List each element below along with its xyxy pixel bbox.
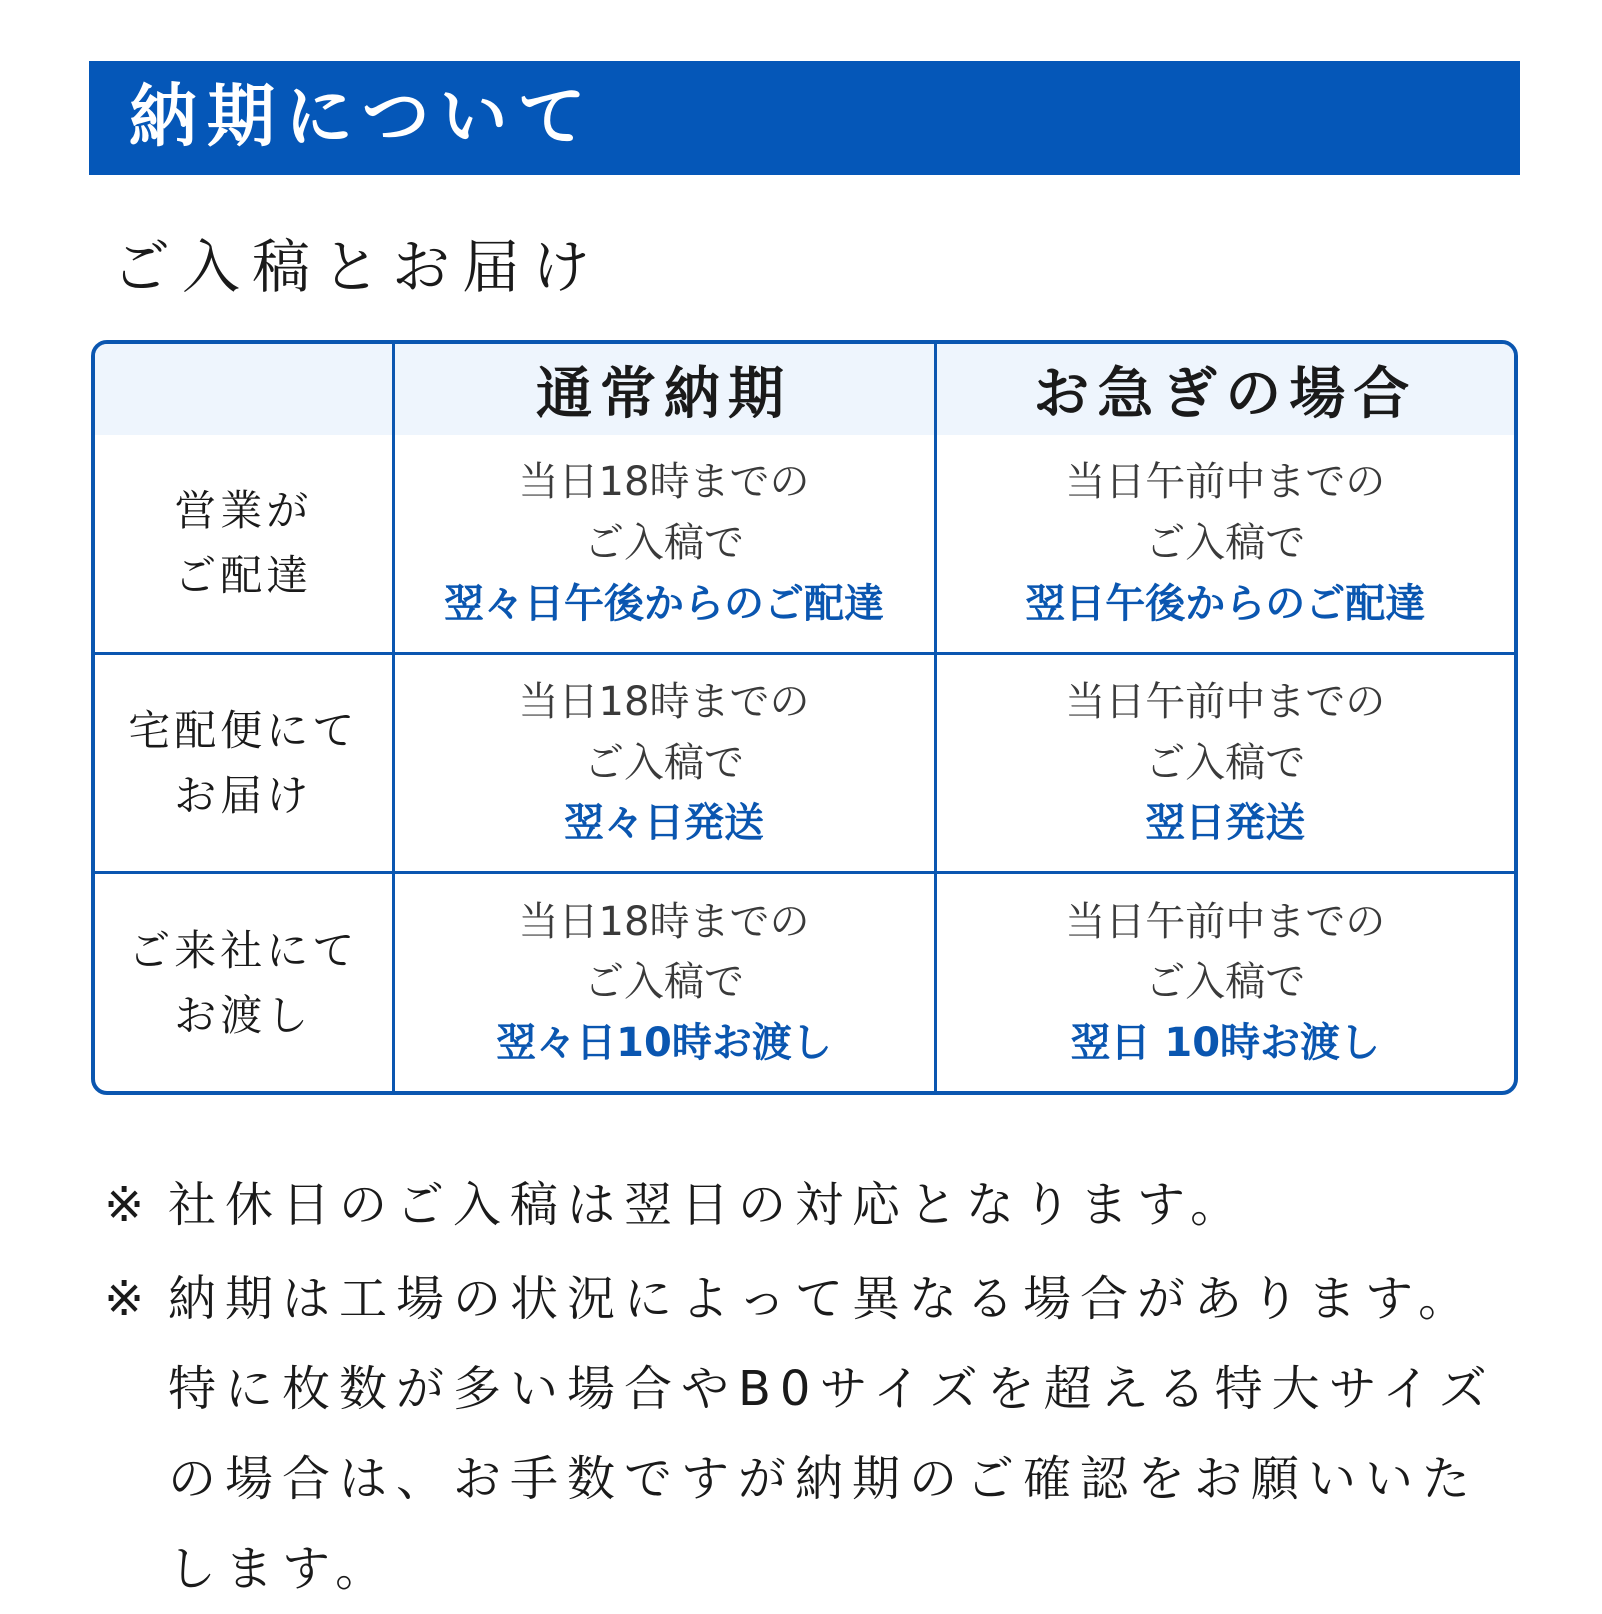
title-banner	[89, 61, 1520, 175]
cell-line: 当日午前中までの	[1065, 459, 1386, 506]
row-label-line: ご配達	[174, 551, 313, 601]
cell-rush	[935, 653, 1514, 873]
cell-line: 当日午前中までの	[1065, 898, 1386, 945]
notes-section	[104, 1160, 1524, 1614]
cell-line: ご入稿で	[1145, 739, 1306, 786]
note-text: 社休日のご入稿は翌日の対応となります。	[168, 1177, 1248, 1233]
cell-normal	[393, 873, 935, 1091]
row-label-line: 営業が	[174, 486, 313, 536]
cell-accent: 翌日午後からのご配達	[1025, 580, 1426, 627]
section-heading: ご入稿とお届け	[112, 233, 603, 301]
cell-accent: 翌々日発送	[564, 800, 764, 847]
row-label-line: お渡し	[174, 990, 313, 1040]
header-rush-delivery: お急ぎの場合	[935, 344, 1514, 435]
cell-normal	[393, 435, 935, 653]
cell-line: 当日18時までの	[518, 678, 810, 725]
note-mark: ※	[104, 1177, 154, 1233]
cell-line: ご入稿で	[1145, 519, 1306, 566]
cell-line: ご入稿で	[1145, 959, 1306, 1006]
cell-line: 当日午前中までの	[1065, 678, 1386, 725]
cell-line: ご入稿で	[584, 519, 744, 566]
note-item	[104, 1254, 1524, 1614]
note-item	[104, 1160, 1524, 1250]
cell-accent: 翌々日午後からのご配達	[444, 580, 884, 627]
table-header-row	[95, 344, 1514, 435]
delivery-table	[91, 340, 1518, 1095]
cell-rush	[935, 435, 1514, 653]
cell-line: ご入稿で	[584, 959, 744, 1006]
row-label-line: お届け	[174, 770, 313, 820]
cell-normal	[393, 653, 935, 873]
cell-accent: 翌々日10時お渡し	[496, 1020, 832, 1067]
cell-accent: 翌日発送	[1145, 800, 1306, 847]
table-row	[95, 873, 1514, 1091]
header-corner-cell	[95, 344, 393, 435]
note-mark: ※	[104, 1271, 154, 1327]
cell-rush	[935, 873, 1514, 1091]
row-label-pickup	[95, 873, 393, 1091]
cell-accent: 翌日 10時お渡し	[1070, 1020, 1381, 1067]
row-label-line: ご来社にて	[128, 925, 359, 975]
cell-line: ご入稿で	[584, 739, 744, 786]
cell-line: 当日18時までの	[518, 898, 810, 945]
header-normal-delivery: 通常納期	[393, 344, 935, 435]
cell-line: 当日18時までの	[518, 459, 810, 506]
page-title: 納期について	[129, 78, 596, 157]
table-row	[95, 435, 1514, 653]
table-row	[95, 653, 1514, 873]
row-label-line: 宅配便にて	[128, 705, 359, 755]
row-label-staff-delivery	[95, 435, 393, 653]
note-text: 納期は工場の状況によって異なる場合があります。特に枚数が多い場合やB0サイズを超える特大サイズの場合は、お手数ですが納期のご確認をお願いいたします。	[168, 1271, 1496, 1597]
row-label-courier	[95, 653, 393, 873]
